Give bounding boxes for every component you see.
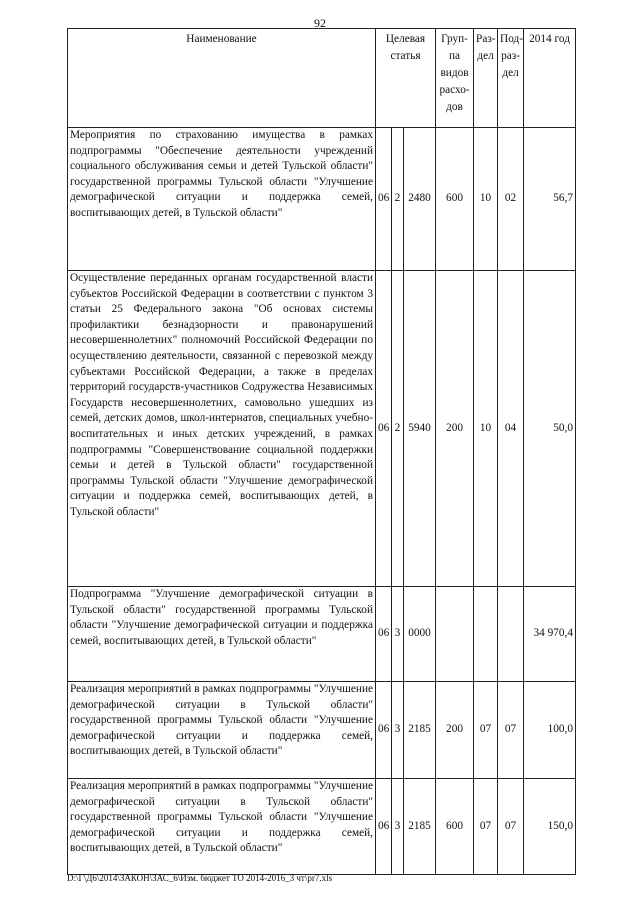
row-article-code-3: 0000 <box>404 587 436 682</box>
row-name: Осуществление переданных органам государственной власти субъектов Российской Федерации в соответствии с пунктом 3 статьи 25 Федерального закона "Об основах системы профилактики безнадзорности и правонарушений несовершеннолетних" полномочий Российской Федерации по осуществлению деятельности, связанной с перевозкой между субъектами Российской Федерации, а также в пределах территорий государств-участников Содружества Независимых Государств несовершеннолетних, самовольно ушедших из семей, детских домов, школ-интернатов, специальных учебно-воспитательных и иных детских учреждений, в рамках подпрограммы "Совершенствование социальной поддержки семьи и детей в Тульской области" государственной программы Тульской области "Улучшение демографической ситуации и поддержка семей, воспитывающих детей, в Тульской области" <box>68 271 376 587</box>
row-name: Реализация мероприятий в рамках подпрограммы "Улучшение демографической ситуации в Тульской области" государственной программы Тульской области "Улучшение демографической ситуации и поддержка семей, воспитывающих детей, в Тульской области" <box>68 682 376 779</box>
header-target-article: Целевая статья <box>376 29 436 128</box>
header-subsection: Под-раз-дел <box>498 29 524 128</box>
row-article-code-3: 2480 <box>404 128 436 271</box>
file-path-footer: D:\Г\Д6\2014\ЗАКОН\ЗАС_6\Изм. бюджет ТО 2014-2016_3 чт\pr7.xls <box>67 873 333 883</box>
row-article-code-2: 3 <box>392 779 404 875</box>
table-row <box>68 587 576 682</box>
row-name: Мероприятия по страхованию имущества в рамках подпрограммы "Обеспечение деятельности учреждений социального обслуживания семьи и детей Тульской области" государственной программы Тульской области "Улучшение демографической ситуации и поддержка семей, воспитывающих детей, в Тульской области" <box>68 128 376 271</box>
row-article-code-2: 3 <box>392 682 404 779</box>
header-section: Раз-дел <box>474 29 498 128</box>
row-article-code-1: 06 <box>376 271 392 587</box>
row-section: 07 <box>474 779 498 875</box>
header-year: 2014 год <box>524 29 576 128</box>
budget-table <box>67 28 576 875</box>
row-amount: 150,0 <box>524 779 576 875</box>
row-article-code-3: 5940 <box>404 271 436 587</box>
row-amount: 100,0 <box>524 682 576 779</box>
row-expense-group: 600 <box>436 128 474 271</box>
row-expense-group: 200 <box>436 682 474 779</box>
header-row <box>68 29 576 128</box>
row-expense-group: 200 <box>436 271 474 587</box>
row-subsection: 07 <box>498 779 524 875</box>
table-row <box>68 682 576 779</box>
row-article-code-1: 06 <box>376 779 392 875</box>
row-amount: 50,0 <box>524 271 576 587</box>
row-article-code-2: 3 <box>392 587 404 682</box>
header-expense-group: Груп-па видов расхо-дов <box>436 29 474 128</box>
row-name: Подпрограмма "Улучшение демографической ситуации в Тульской области" государственной программы Тульской области "Улучшение демографической ситуации и поддержка семей, воспитывающих детей, в Тульской области" <box>68 587 376 682</box>
page-number: 92 <box>314 16 326 30</box>
row-section: 10 <box>474 271 498 587</box>
row-subsection: 07 <box>498 682 524 779</box>
row-section: 10 <box>474 128 498 271</box>
row-article-code-1: 06 <box>376 587 392 682</box>
row-expense-group: 600 <box>436 779 474 875</box>
row-article-code-1: 06 <box>376 682 392 779</box>
row-section: 07 <box>474 682 498 779</box>
table-row <box>68 271 576 587</box>
row-article-code-1: 06 <box>376 128 392 271</box>
table-row <box>68 779 576 875</box>
row-article-code-2: 2 <box>392 271 404 587</box>
row-section <box>474 587 498 682</box>
row-subsection <box>498 587 524 682</box>
row-amount: 34 970,4 <box>524 587 576 682</box>
table-row <box>68 128 576 271</box>
row-article-code-3: 2185 <box>404 779 436 875</box>
row-name: Реализация мероприятий в рамках подпрограммы "Улучшение демографической ситуации в Тульской области" государственной программы Тульской области "Улучшение демографической ситуации и поддержка семей, воспитывающих детей, в Тульской области" <box>68 779 376 875</box>
row-expense-group <box>436 587 474 682</box>
row-amount: 56,7 <box>524 128 576 271</box>
row-article-code-3: 2185 <box>404 682 436 779</box>
row-subsection: 04 <box>498 271 524 587</box>
header-name: Наименование <box>68 29 376 128</box>
row-article-code-2: 2 <box>392 128 404 271</box>
row-subsection: 02 <box>498 128 524 271</box>
